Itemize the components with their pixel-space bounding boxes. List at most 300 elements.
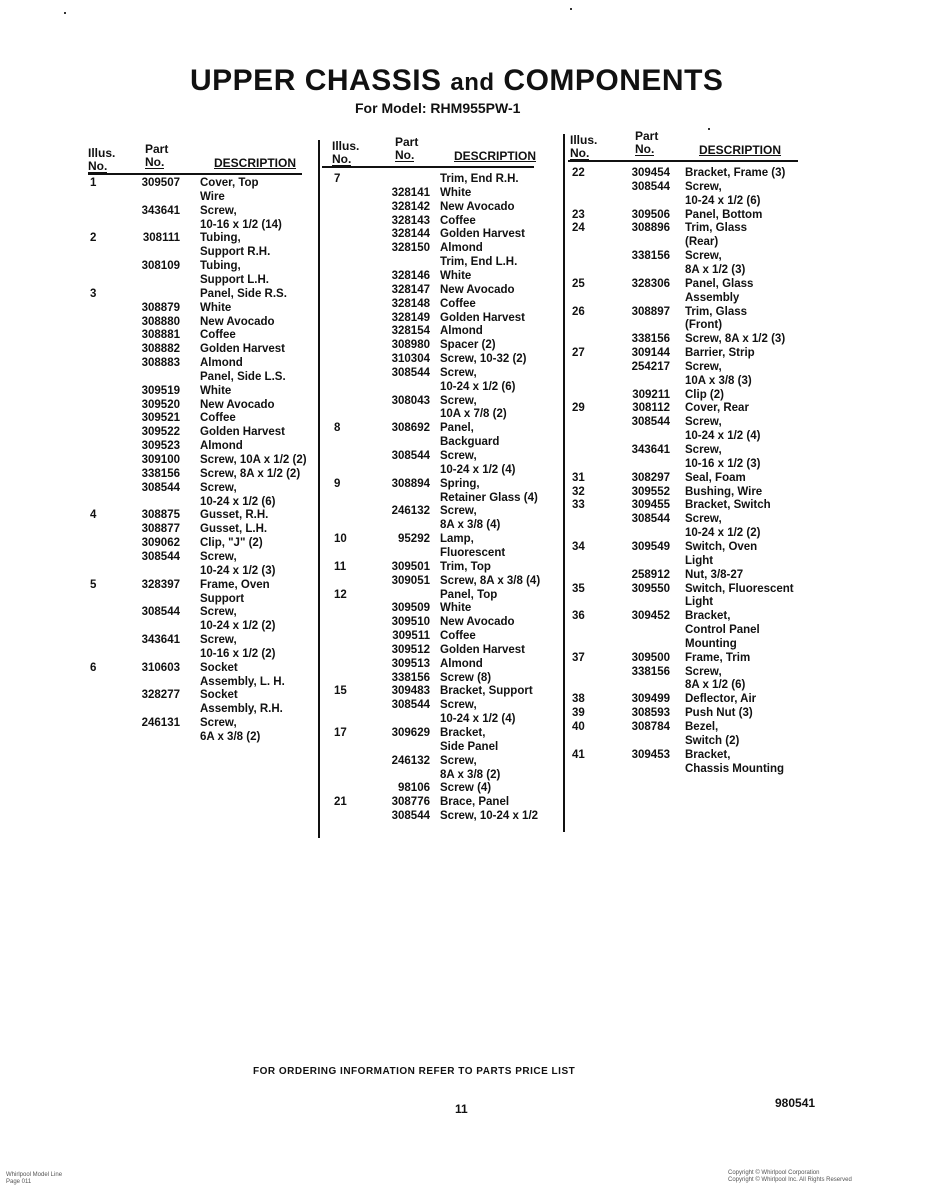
part-description: Coffee bbox=[200, 412, 236, 425]
part-description: Gusset, R.H. bbox=[200, 509, 269, 522]
part-description: Spacer (2) bbox=[440, 339, 496, 352]
part-description: 8A x 1/2 (3) bbox=[685, 263, 746, 276]
table-row bbox=[572, 582, 855, 596]
part-description: New Avocado bbox=[200, 398, 275, 411]
part-number: 343641 bbox=[631, 444, 670, 456]
illus-number: 36 bbox=[572, 610, 585, 623]
table-row bbox=[334, 255, 610, 269]
header-rule bbox=[88, 173, 302, 175]
part-description: Almond bbox=[440, 657, 483, 670]
part-number: 328146 bbox=[391, 269, 430, 282]
part-number: 309506 bbox=[631, 208, 670, 221]
part-number: 309521 bbox=[141, 412, 180, 425]
part-description: Almond bbox=[200, 440, 243, 453]
part-number: 308882 bbox=[141, 343, 180, 356]
part-number: 308111 bbox=[142, 232, 180, 245]
part-description: 10-24 x 1/2 (4) bbox=[440, 713, 516, 726]
part-description: 10-24 x 1/2 (4) bbox=[685, 430, 761, 443]
table-row bbox=[90, 411, 370, 425]
column-header-illus: Illus. bbox=[88, 146, 116, 160]
part-number: 308896 bbox=[631, 222, 670, 235]
part-description: 10-24 x 1/2 (6) bbox=[685, 194, 761, 207]
part-description: White bbox=[440, 602, 472, 615]
table-row bbox=[572, 221, 855, 235]
part-description: Bracket, bbox=[685, 610, 731, 623]
column-header-illus-no: No. bbox=[332, 152, 352, 166]
part-description: 10-24 x 1/2 (3) bbox=[200, 564, 276, 577]
column-divider bbox=[318, 140, 320, 838]
part-description: Screw, 8A x 1/2 (2) bbox=[200, 467, 301, 480]
illus-number: 31 bbox=[572, 471, 585, 484]
part-description: Tubing, bbox=[200, 232, 241, 245]
column-header-illus-no: No. bbox=[570, 146, 590, 160]
part-number: 308877 bbox=[141, 523, 180, 536]
table-row bbox=[572, 471, 855, 485]
part-number: 308883 bbox=[141, 357, 180, 370]
column-header-part: Part bbox=[145, 142, 169, 156]
part-description: Panel, Top bbox=[440, 588, 498, 601]
table-row bbox=[572, 346, 855, 360]
part-description: Switch (2) bbox=[685, 734, 740, 747]
part-number: 308544 bbox=[141, 481, 180, 494]
part-number: 309453 bbox=[631, 748, 670, 761]
table-row bbox=[572, 623, 855, 637]
part-description: New Avocado bbox=[440, 283, 515, 296]
table-row bbox=[334, 740, 610, 754]
column-header-illus-no: No. bbox=[88, 159, 108, 173]
part-number: 308544 bbox=[631, 513, 670, 526]
part-description: 10A x 3/8 (3) bbox=[685, 374, 752, 387]
part-description: Screw, bbox=[200, 717, 237, 730]
part-description: Clip (2) bbox=[685, 388, 724, 401]
table-row bbox=[572, 415, 855, 429]
illus-number: 9 bbox=[334, 477, 341, 490]
table-row bbox=[90, 287, 370, 301]
table-row bbox=[90, 259, 370, 273]
footer-imprint-right: Copyright © Whirlpool Corporation Copyright © Whirlpool Inc. All Rights Reserved bbox=[728, 1170, 852, 1183]
table-row bbox=[334, 643, 610, 657]
page-title: UPPER CHASSIS and COMPONENTS bbox=[190, 64, 724, 97]
part-number: 308109 bbox=[141, 260, 180, 273]
table-row bbox=[334, 712, 610, 726]
part-description: New Avocado bbox=[200, 315, 275, 328]
table-row bbox=[334, 601, 610, 615]
part-description: Support bbox=[200, 592, 245, 605]
table-row bbox=[90, 619, 370, 633]
illus-number: 41 bbox=[572, 748, 585, 761]
column-divider bbox=[563, 134, 565, 832]
part-description: Screw, bbox=[200, 634, 237, 647]
table-row bbox=[572, 512, 855, 526]
illus-number: 17 bbox=[334, 727, 347, 739]
part-description: Almond bbox=[440, 325, 483, 338]
illus-number: 33 bbox=[572, 499, 585, 512]
part-number: 309509 bbox=[391, 602, 430, 615]
part-description: 6A x 3/8 (2) bbox=[200, 731, 261, 743]
column-header-part: Part bbox=[635, 129, 659, 143]
part-description: Deflector, Air bbox=[685, 693, 757, 706]
part-description: 10-24 x 1/2 (6) bbox=[440, 380, 516, 393]
part-description: Cover, Top bbox=[200, 177, 259, 189]
table-row bbox=[572, 540, 855, 554]
part-number: 309455 bbox=[631, 499, 670, 512]
part-number: 246132 bbox=[391, 505, 430, 518]
table-row bbox=[90, 550, 370, 564]
scan-speck bbox=[708, 128, 710, 130]
illus-number: 23 bbox=[572, 208, 585, 221]
table-row bbox=[334, 795, 610, 809]
part-number: 310603 bbox=[141, 661, 180, 674]
part-number: 309519 bbox=[141, 384, 180, 397]
part-description: Screw, bbox=[440, 699, 477, 712]
part-description: Assembly, R.H. bbox=[200, 703, 283, 716]
part-number: 328397 bbox=[141, 578, 180, 591]
part-number: 328141 bbox=[391, 186, 430, 199]
table-row bbox=[90, 647, 370, 661]
table-row bbox=[334, 449, 610, 463]
part-description: Seal, Foam bbox=[685, 471, 746, 484]
part-number: 308593 bbox=[631, 707, 670, 720]
part-number: 309523 bbox=[141, 440, 180, 453]
part-description: 8A x 3/8 (2) bbox=[440, 768, 501, 781]
part-number: 309522 bbox=[141, 426, 180, 439]
part-description: Screw, bbox=[685, 513, 722, 526]
part-description: Golden Harvest bbox=[440, 311, 525, 324]
part-description: Screw, bbox=[685, 180, 722, 193]
part-description: Coffee bbox=[440, 630, 476, 643]
part-number: 328149 bbox=[391, 311, 430, 324]
illus-number: 22 bbox=[572, 167, 585, 179]
part-description: Golden Harvest bbox=[200, 343, 285, 356]
table-row bbox=[334, 463, 610, 477]
table-row bbox=[572, 180, 855, 194]
part-description: Trim, End R.H. bbox=[440, 173, 519, 185]
column-header-part: Part bbox=[395, 135, 419, 149]
table-row bbox=[334, 781, 610, 795]
table-row bbox=[572, 374, 855, 388]
part-description: Bracket, Switch bbox=[685, 499, 771, 512]
table-row bbox=[90, 688, 370, 702]
part-description: Trim, End L.H. bbox=[440, 256, 518, 269]
part-description: Bracket, bbox=[685, 748, 731, 761]
part-description: Screw, bbox=[200, 204, 237, 217]
part-number: 309100 bbox=[141, 454, 180, 466]
part-description: 8A x 1/2 (6) bbox=[685, 679, 746, 692]
part-description: Socket bbox=[200, 689, 238, 702]
part-description: Switch, Oven bbox=[685, 540, 758, 553]
part-description: Screw, bbox=[440, 754, 477, 767]
table-row bbox=[334, 352, 610, 366]
column-header-description: DESCRIPTION bbox=[699, 143, 782, 157]
illus-number: 24 bbox=[572, 222, 585, 235]
part-number: 308894 bbox=[391, 477, 430, 490]
table-row bbox=[572, 360, 855, 374]
part-description: Barrier, Strip bbox=[685, 347, 755, 360]
illus-number: 8 bbox=[334, 422, 341, 435]
illus-number: 26 bbox=[572, 305, 585, 318]
table-row bbox=[334, 283, 610, 297]
part-number: 309513 bbox=[391, 657, 430, 670]
part-description: Bracket, Support bbox=[440, 685, 533, 698]
table-row bbox=[90, 425, 370, 439]
illus-number: 6 bbox=[90, 661, 97, 674]
part-number: 308880 bbox=[141, 315, 180, 328]
table-row bbox=[334, 241, 610, 255]
table-row bbox=[334, 615, 610, 629]
table-row bbox=[572, 305, 855, 319]
part-description: 10-24 x 1/2 (6) bbox=[200, 495, 276, 508]
table-row bbox=[90, 522, 370, 536]
part-number: 309211 bbox=[632, 388, 670, 401]
table-row bbox=[90, 702, 370, 716]
table-row bbox=[334, 477, 610, 491]
part-description: Chassis Mounting bbox=[685, 762, 785, 775]
part-description: White bbox=[440, 269, 472, 282]
table-row bbox=[572, 706, 855, 720]
part-description: Frame, Oven bbox=[200, 578, 270, 591]
column-header-description: DESCRIPTION bbox=[454, 149, 537, 163]
part-description: Panel, Side L.S. bbox=[200, 370, 286, 383]
part-description: Almond bbox=[440, 242, 483, 255]
illus-number: 32 bbox=[572, 485, 585, 498]
part-number: 309510 bbox=[391, 616, 430, 629]
part-description: White bbox=[440, 186, 472, 199]
part-description: Backguard bbox=[440, 436, 500, 449]
part-description: White bbox=[200, 301, 232, 314]
footer-imprint-left: Whirlpool Model Line Page 011 bbox=[6, 1172, 63, 1185]
part-number: 308544 bbox=[631, 180, 670, 193]
part-description: Screw, 10A x 1/2 (2) bbox=[200, 454, 307, 466]
part-number: 308544 bbox=[391, 699, 430, 712]
table-row bbox=[572, 762, 855, 776]
part-description: Cover, Rear bbox=[685, 402, 749, 415]
part-number: 338156 bbox=[141, 467, 180, 480]
part-description: Screw, 10-32 (2) bbox=[440, 353, 527, 366]
part-number: 328277 bbox=[141, 689, 180, 702]
part-description: 10A x 7/8 (2) bbox=[440, 408, 507, 421]
part-description: Screw, bbox=[440, 366, 477, 379]
table-row bbox=[572, 429, 855, 443]
part-number: 308980 bbox=[391, 339, 430, 352]
part-description: Light bbox=[685, 554, 714, 567]
part-number: 98106 bbox=[398, 782, 430, 795]
table-row bbox=[90, 467, 370, 481]
table-row bbox=[90, 218, 370, 232]
table-row bbox=[90, 716, 370, 730]
table-row bbox=[334, 518, 610, 532]
table-row bbox=[90, 356, 370, 370]
part-description: Control Panel bbox=[685, 624, 760, 637]
table-row bbox=[334, 504, 610, 518]
scan-speck bbox=[64, 12, 66, 14]
table-row bbox=[90, 176, 370, 190]
table-row bbox=[90, 536, 370, 550]
table-row bbox=[90, 231, 370, 245]
table-row bbox=[334, 214, 610, 228]
part-number: 308544 bbox=[631, 416, 670, 429]
part-number: 258912 bbox=[631, 568, 670, 581]
part-number: 308112 bbox=[632, 402, 670, 415]
part-description: Screw, bbox=[440, 450, 477, 462]
part-description: New Avocado bbox=[440, 616, 515, 629]
table-row bbox=[572, 720, 855, 734]
part-description: Trim, Glass bbox=[685, 305, 748, 318]
table-row bbox=[90, 398, 370, 412]
part-number: 338156 bbox=[391, 671, 430, 684]
part-number: 308875 bbox=[141, 509, 180, 522]
part-number: 309144 bbox=[631, 347, 670, 360]
table-row bbox=[90, 508, 370, 522]
table-row bbox=[572, 734, 855, 748]
table-row bbox=[572, 457, 855, 471]
table-row bbox=[572, 235, 855, 249]
part-description: Bezel, bbox=[685, 721, 719, 733]
part-description: (Front) bbox=[685, 319, 723, 332]
part-description: Screw (4) bbox=[440, 782, 492, 795]
part-description: Trim, Glass bbox=[685, 222, 748, 235]
part-description: Lamp, bbox=[440, 533, 474, 546]
part-number: 338156 bbox=[631, 665, 670, 678]
table-row bbox=[572, 678, 855, 692]
part-number: 343641 bbox=[141, 634, 180, 647]
part-number: 308692 bbox=[391, 422, 430, 435]
table-row bbox=[572, 692, 855, 706]
part-description: Push Nut (3) bbox=[685, 707, 753, 720]
part-description: Gusset, L.H. bbox=[200, 523, 268, 536]
table-row bbox=[90, 439, 370, 453]
table-row bbox=[90, 328, 370, 342]
illus-number: 29 bbox=[572, 402, 585, 415]
table-row bbox=[90, 190, 370, 204]
part-number: 328306 bbox=[631, 277, 670, 290]
scan-speck bbox=[570, 8, 572, 10]
table-row bbox=[90, 730, 370, 744]
part-description: Screw, 8A x 1/2 (3) bbox=[685, 333, 786, 346]
page-number: 11 bbox=[455, 1102, 468, 1116]
part-description: Screw, bbox=[440, 394, 477, 407]
part-number: 328154 bbox=[391, 325, 430, 338]
column-header-illus: Illus. bbox=[332, 139, 360, 153]
table-row bbox=[572, 554, 855, 568]
part-description: Switch, Fluorescent bbox=[685, 582, 794, 595]
part-description: Tubing, bbox=[200, 260, 241, 273]
table-row bbox=[334, 200, 610, 214]
part-number: 328144 bbox=[391, 228, 430, 241]
part-description: Retainer Glass (4) bbox=[440, 491, 538, 504]
illus-number: 27 bbox=[572, 347, 585, 360]
part-number: 308043 bbox=[391, 394, 430, 407]
part-description: Screw, bbox=[200, 606, 237, 619]
part-description: 8A x 3/8 (4) bbox=[440, 519, 501, 532]
table-row bbox=[334, 560, 610, 574]
part-number: 309511 bbox=[392, 630, 430, 643]
illus-number: 15 bbox=[334, 685, 347, 698]
table-row bbox=[334, 684, 610, 698]
part-description: New Avocado bbox=[440, 200, 515, 213]
part-description: 10-24 x 1/2 (2) bbox=[200, 620, 276, 633]
header-rule bbox=[568, 160, 798, 162]
illus-number: 5 bbox=[90, 578, 97, 591]
column-header-part-no: No. bbox=[635, 142, 655, 156]
part-number: 309552 bbox=[631, 485, 670, 498]
illus-number: 37 bbox=[572, 651, 585, 664]
part-description: 10-24 x 1/2 (2) bbox=[685, 527, 761, 540]
model-subtitle: For Model: RHM955PW-1 bbox=[355, 100, 521, 116]
part-number: 254217 bbox=[631, 360, 670, 373]
part-description: Bushing, Wire bbox=[685, 485, 763, 498]
part-number: 309454 bbox=[631, 167, 670, 179]
table-row bbox=[334, 532, 610, 546]
table-row bbox=[334, 421, 610, 435]
table-row bbox=[334, 380, 610, 394]
table-row bbox=[572, 263, 855, 277]
table-row bbox=[334, 768, 610, 782]
part-description: Screw, bbox=[685, 250, 722, 263]
table-row bbox=[90, 633, 370, 647]
part-description: Screw, bbox=[440, 505, 477, 518]
table-row bbox=[334, 186, 610, 200]
part-number: 309051 bbox=[391, 574, 430, 587]
part-description: Screw, bbox=[685, 360, 722, 373]
part-number: 308544 bbox=[391, 450, 430, 462]
part-number: 309629 bbox=[391, 727, 430, 739]
table-row bbox=[334, 491, 610, 505]
table-row bbox=[572, 651, 855, 665]
part-description: Frame, Trim bbox=[685, 651, 751, 664]
part-description: Spring, bbox=[440, 477, 480, 490]
illus-number: 3 bbox=[90, 287, 97, 300]
part-description: Side Panel bbox=[440, 740, 499, 753]
table-row bbox=[572, 485, 855, 499]
table-row bbox=[334, 809, 610, 823]
table-row bbox=[90, 453, 370, 467]
part-description: Coffee bbox=[200, 329, 236, 342]
column-header-illus: Illus. bbox=[570, 133, 598, 147]
part-description: Mounting bbox=[685, 637, 737, 650]
table-row bbox=[90, 384, 370, 398]
part-number: 308544 bbox=[391, 810, 430, 823]
table-row bbox=[90, 481, 370, 495]
table-row bbox=[90, 370, 370, 384]
table-row bbox=[572, 498, 855, 512]
part-description: Bracket, Frame (3) bbox=[685, 167, 786, 179]
table-row bbox=[90, 592, 370, 606]
part-description: Assembly, L. H. bbox=[200, 675, 285, 688]
part-description: Panel, Side R.S. bbox=[200, 287, 287, 300]
table-row bbox=[572, 208, 855, 222]
part-description: Support R.H. bbox=[200, 246, 271, 259]
part-number: 308881 bbox=[141, 329, 180, 342]
part-number: 309500 bbox=[631, 651, 670, 664]
table-row bbox=[572, 166, 855, 180]
part-description: 10-16 x 1/2 (14) bbox=[200, 218, 282, 231]
table-row bbox=[90, 273, 370, 287]
part-description: Screw, bbox=[685, 665, 722, 678]
part-number: 309062 bbox=[141, 537, 180, 550]
table-row bbox=[572, 665, 855, 679]
table-row bbox=[90, 301, 370, 315]
part-description: Screw, bbox=[200, 481, 237, 494]
part-number: 246131 bbox=[141, 717, 180, 730]
table-row bbox=[90, 315, 370, 329]
illus-number: 40 bbox=[572, 721, 585, 733]
part-description: Nut, 3/8-27 bbox=[685, 568, 744, 581]
part-description: Trim, Top bbox=[440, 560, 491, 573]
table-row bbox=[90, 495, 370, 509]
part-number: 328148 bbox=[391, 297, 430, 310]
table-row bbox=[334, 629, 610, 643]
table-row bbox=[334, 546, 610, 560]
